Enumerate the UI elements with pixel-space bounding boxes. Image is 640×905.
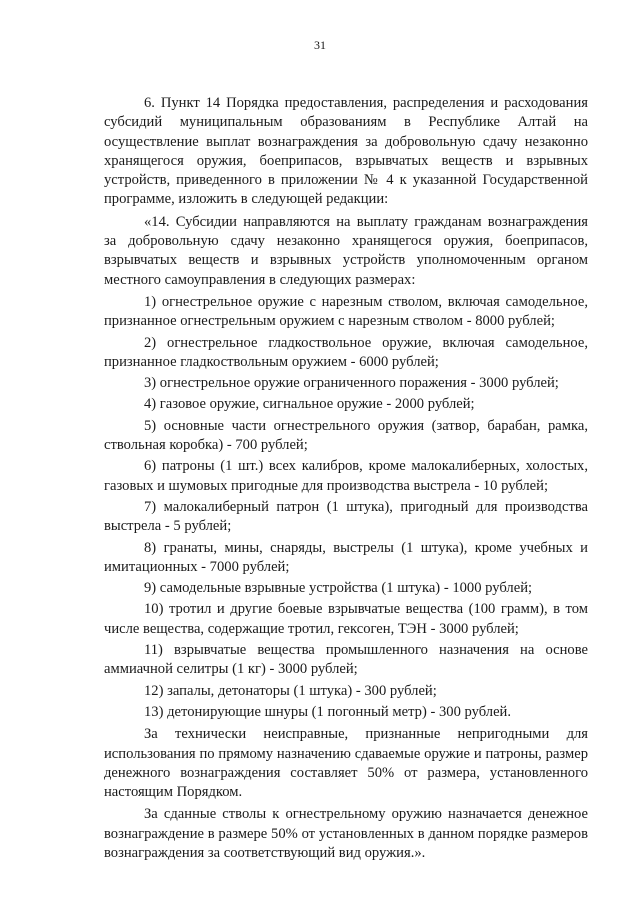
page-number: 31 bbox=[314, 38, 326, 52]
list-item-12: 12) запалы, детонаторы (1 штука) - 300 рублей; bbox=[144, 682, 437, 699]
document-body bbox=[104, 94, 588, 863]
list-item-10: 10) тротил и другие боевые взрывчатые вещества (100 грамм), в том числе вещества, содержащие тротил, гексоген, ТЭН - 3000 рублей; bbox=[104, 601, 588, 637]
clause-14-paragraph: «14. Субсидии направляются на выплату гражданам вознаграждения за добровольную сдачу незаконно хранящегося оружия, боеприпасов, взрывчатых веществ и взрывных устройств уполномоченным органом местного самоуправления в следующих размерах: bbox=[104, 213, 588, 288]
defective-weapons-paragraph: За технически неисправные, признанные непригодными для использования по прямому назначению сдаваемые оружие и патроны, размер денежного вознаграждения составляет 50% от размера, установленного настоящим Порядком. bbox=[104, 726, 588, 801]
intro-paragraph: 6. Пункт 14 Порядка предоставления, распределения и расходования субсидий муниципальным образованиям в Республике Алтай на осуществление выплат вознаграждения за добровольную сдачу незаконно хранящегося оружия, боеприпасов, взрывчатых веществ и взрывных устройств, приведенного в приложении № 4 к указанной Государственной программе, изложить в следующей редакции: bbox=[104, 95, 588, 208]
list-item-9: 9) самодельные взрывные устройства (1 штука) - 1000 рублей; bbox=[144, 580, 533, 597]
list-item-11: 11) взрывчатые вещества промышленного назначения на основе аммиачной селитры (1 кг) - 3000 рублей; bbox=[104, 642, 588, 678]
list-item-4: 4) газовое оружие, сигнальное оружие - 2000 рублей; bbox=[144, 396, 475, 413]
list-item-6: 6) патроны (1 шт.) всех калибров, кроме малокалиберных, холостых, газовых и шумовых пригодные для производства выстрела - 10 рублей; bbox=[104, 458, 588, 494]
list-item-3: 3) огнестрельное оружие ограниченного поражения - 3000 рублей; bbox=[144, 375, 559, 392]
list-item-7: 7) малокалиберный патрон (1 штука), пригодный для производства выстрела - 5 рублей; bbox=[104, 498, 588, 535]
barrels-paragraph: За сданные стволы к огнестрельному оружию назначается денежное вознаграждение в размере 50% от установленных в данном порядке размеров вознаграждения за соответствующий вид оружия.». bbox=[104, 806, 588, 861]
list-item-2: 2) огнестрельное гладкоствольное оружие, включая самодельное, признанное гладкоствольным оружием - 6000 рублей; bbox=[104, 334, 588, 370]
list-item-13: 13) детонирующие шнуры (1 погонный метр) - 300 рублей. bbox=[144, 703, 512, 720]
list-item-1: 1) огнестрельное оружие с нарезным стволом, включая самодельное, признанное огнестрельным оружием с нарезным стволом - 8000 рублей; bbox=[104, 293, 588, 330]
list-item-5: 5) основные части огнестрельного оружия (затвор, барабан, рамка, ствольная коробка) - 700 рублей; bbox=[104, 417, 588, 454]
list-item-8: 8) гранаты, мины, снаряды, выстрелы (1 штука), кроме учебных и имитационных - 7000 рублей; bbox=[104, 539, 588, 575]
